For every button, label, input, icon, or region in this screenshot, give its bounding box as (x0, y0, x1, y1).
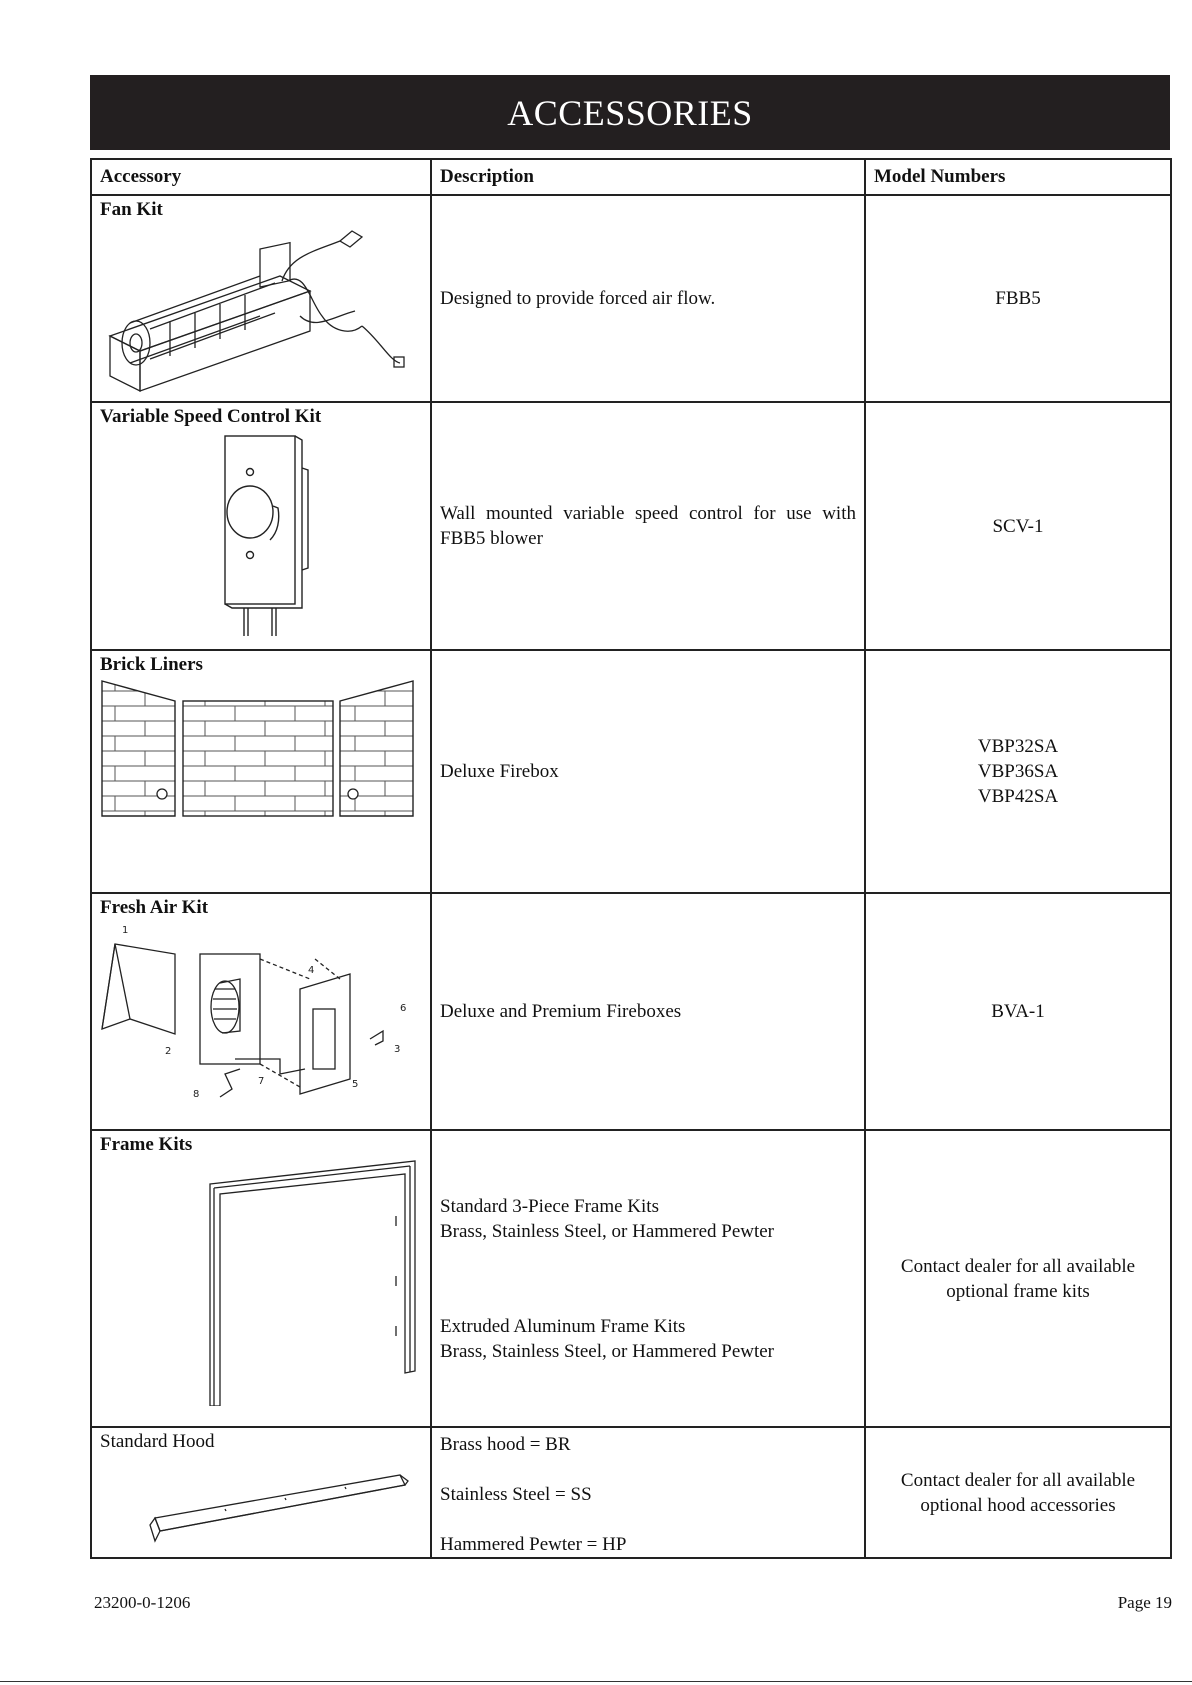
model-number: VBP36SA (977, 761, 1059, 782)
description-cell (431, 893, 865, 1130)
speed-control-illustration (100, 428, 424, 638)
accessory-cell (91, 1427, 431, 1558)
table-row-variable-speed-control-kit (91, 402, 1171, 650)
description-text: Brass, Stainless Steel, or Hammered Pewter (440, 1220, 775, 1242)
bottom-rule (0, 1681, 1192, 1682)
model-cell (865, 893, 1171, 1130)
accessory-cell (91, 195, 431, 402)
accessory-name: Fan Kit (100, 199, 163, 220)
accessory-name: Standard Hood (100, 1431, 215, 1452)
model-number: FBB5 (995, 288, 1041, 309)
hood-illustration (100, 1453, 424, 1548)
accessory-cell (91, 402, 431, 650)
frame-kit-illustration (100, 1156, 424, 1406)
fan-kit-illustration (100, 221, 424, 396)
column-header-accessory: Accessory (91, 159, 431, 195)
callout-8: 8 (193, 1089, 200, 1100)
table-row-fresh-air-kit (91, 893, 1171, 1130)
description-text: Designed to provide forced air flow. (440, 288, 716, 309)
callout-2: 2 (165, 1046, 172, 1057)
accessory-cell (91, 1130, 431, 1427)
accessory-name: Variable Speed Control Kit (100, 406, 322, 427)
accessory-name: Brick Liners (100, 654, 203, 675)
column-header-model-numbers: Model Numbers (865, 159, 1171, 195)
fresh-air-kit-illustration (100, 919, 424, 1119)
callout-3: 3 (394, 1044, 401, 1055)
description-text: Wall mounted variable speed control for use with FBB5 blower (440, 503, 856, 549)
callout-1: 1 (122, 925, 129, 936)
model-number: SCV-1 (992, 515, 1044, 537)
description-text: Deluxe and Premium Fireboxes (440, 1001, 682, 1022)
model-cell (865, 650, 1171, 893)
description-cell (431, 1427, 865, 1558)
description-cell (431, 1130, 865, 1427)
table-header-row (91, 159, 1171, 195)
accessory-name: Fresh Air Kit (100, 897, 209, 918)
model-number: VBP42SA (977, 786, 1059, 807)
model-cell (865, 1427, 1171, 1558)
page-title: ACCESSORIES (90, 75, 1170, 150)
brick-liners-illustration (100, 676, 424, 826)
description-text: Stainless Steel = SS (440, 1484, 592, 1505)
accessory-cell (91, 893, 431, 1130)
description-text: Standard 3-Piece Frame Kits (440, 1195, 659, 1217)
description-cell (431, 195, 865, 402)
table-row-frame-kits (91, 1130, 1171, 1427)
model-cell (865, 1130, 1171, 1427)
accessories-table (90, 158, 1172, 1559)
model-note: optional hood accessories (920, 1494, 1116, 1516)
model-note: Contact dealer for all available (900, 1469, 1136, 1491)
model-cell (865, 402, 1171, 650)
callout-7: 7 (258, 1076, 265, 1087)
table-row-brick-liners (91, 650, 1171, 893)
description-text: Extruded Aluminum Frame Kits (440, 1315, 686, 1337)
model-number: BVA-1 (991, 1001, 1045, 1022)
callout-6: 6 (400, 1003, 407, 1014)
table-row-standard-hood (91, 1427, 1171, 1558)
description-cell (431, 402, 865, 650)
callout-5: 5 (352, 1079, 359, 1090)
callout-4: 4 (308, 965, 315, 976)
model-cell (865, 195, 1171, 402)
page-number: Page 19 (1117, 1593, 1172, 1612)
table-row-fan-kit (91, 195, 1171, 402)
accessory-name: Frame Kits (100, 1134, 193, 1155)
description-text: Deluxe Firebox (440, 761, 559, 782)
model-note: Contact dealer for all available (900, 1255, 1136, 1277)
model-number: VBP32SA (977, 736, 1059, 757)
column-header-description: Description (431, 159, 865, 195)
description-text: Hammered Pewter = HP (440, 1534, 627, 1555)
model-note: optional frame kits (946, 1280, 1090, 1302)
accessory-cell (91, 650, 431, 893)
description-text: Brass, Stainless Steel, or Hammered Pewter (440, 1340, 775, 1362)
document-number: 23200-0-1206 (94, 1593, 191, 1612)
description-cell (431, 650, 865, 893)
description-text: Brass hood = BR (440, 1434, 571, 1455)
